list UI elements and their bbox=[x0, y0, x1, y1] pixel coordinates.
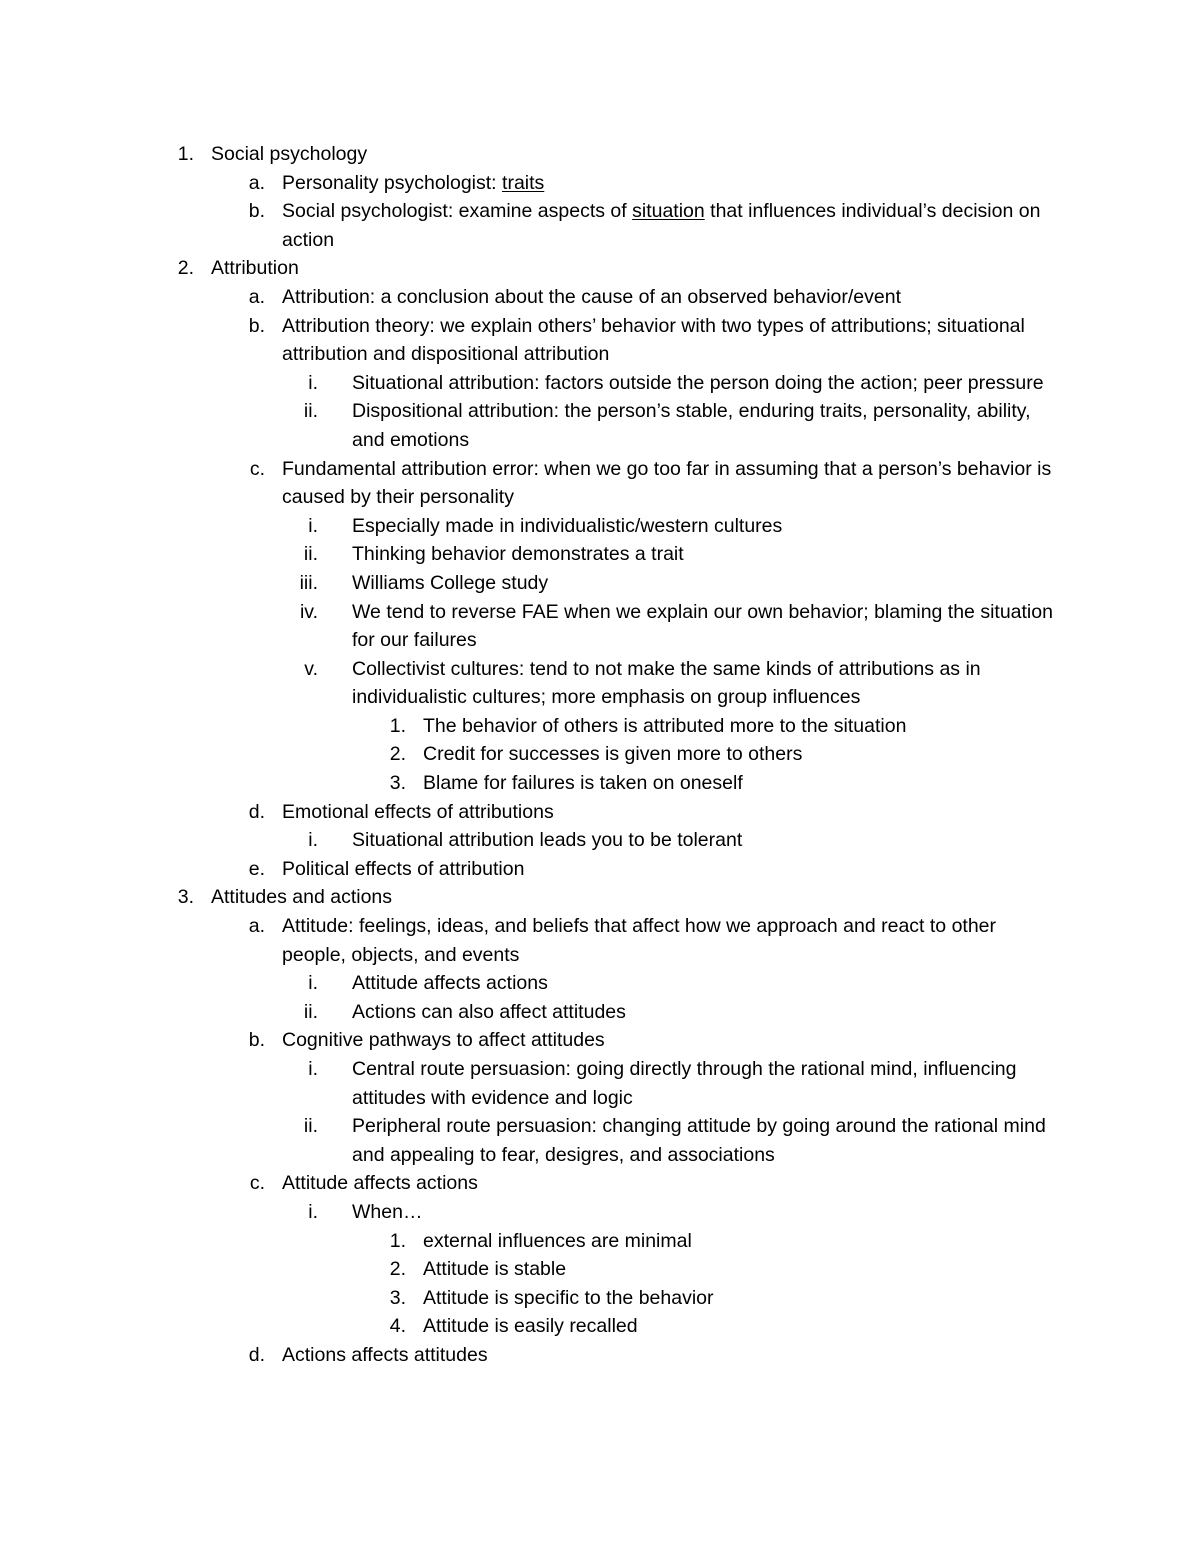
text-segment: Peripheral route persuasion: changing attitude by going around the rational mind and appealing to fear, desigres, and associations bbox=[352, 1115, 1046, 1166]
list-item-text bbox=[352, 658, 981, 709]
outline-item-level-1 bbox=[0, 283, 1060, 312]
text-segment: Attitude is specific to the behavior bbox=[423, 1286, 714, 1309]
list-marker: 3. bbox=[389, 1286, 406, 1309]
list-item-text bbox=[282, 458, 1051, 509]
list-item-text bbox=[282, 1029, 605, 1051]
list-marker: ii. bbox=[303, 1000, 318, 1023]
list-marker: v. bbox=[304, 657, 318, 680]
list-item-text bbox=[352, 972, 548, 994]
outline-item-level-1 bbox=[0, 312, 1060, 369]
list-marker: 2. bbox=[177, 257, 194, 280]
underlined-term: traits bbox=[502, 171, 545, 194]
outline-item-level-2 bbox=[0, 1055, 1060, 1112]
text-segment: Thinking behavior demonstrates a trait bbox=[352, 543, 684, 566]
list-marker: 2. bbox=[389, 743, 406, 766]
list-marker: a. bbox=[248, 915, 265, 938]
outline-item-level-2 bbox=[0, 998, 1060, 1027]
list-item-text bbox=[211, 886, 392, 908]
text-segment: external influences are minimal bbox=[423, 1229, 692, 1252]
list-item-text bbox=[282, 200, 1040, 251]
list-item-text bbox=[352, 601, 1053, 652]
list-item-text bbox=[352, 400, 1031, 451]
text-segment: Attitude is stable bbox=[423, 1258, 567, 1281]
list-item-text bbox=[423, 743, 802, 765]
list-marker: i. bbox=[308, 829, 318, 852]
text-segment: Actions affects attitudes bbox=[282, 1343, 488, 1366]
list-marker: i. bbox=[308, 972, 318, 995]
list-marker: a. bbox=[248, 171, 265, 194]
outline-item-level-2 bbox=[0, 540, 1060, 569]
list-item-text bbox=[352, 1201, 422, 1223]
text-segment: Dispositional attribution: the person’s stable, enduring traits, personality, ability, and emotions bbox=[352, 400, 1031, 451]
text-segment: Central route persuasion: going directly through the rational mind, influencing attitudes with evidence and logic bbox=[352, 1058, 1017, 1109]
list-marker: ii. bbox=[303, 1115, 318, 1138]
list-item-text bbox=[352, 572, 548, 594]
outline-item-level-2 bbox=[0, 969, 1060, 998]
outline-item-level-1 bbox=[0, 455, 1060, 512]
list-item-text bbox=[282, 1172, 478, 1194]
outline-item-level-0 bbox=[0, 883, 1060, 912]
text-segment: Emotional effects of attributions bbox=[282, 800, 554, 823]
list-marker: d. bbox=[248, 1343, 265, 1366]
document-page bbox=[0, 140, 1200, 1370]
outline-item-level-1 bbox=[0, 1169, 1060, 1198]
list-item-text bbox=[352, 543, 684, 565]
text-segment: Situational attribution: factors outside the person doing the action; peer pressure bbox=[352, 371, 1044, 394]
outline-item-level-1 bbox=[0, 1026, 1060, 1055]
list-item-text bbox=[352, 829, 742, 851]
outline-item-level-1 bbox=[0, 798, 1060, 827]
underlined-term: situation bbox=[632, 200, 705, 223]
list-item-text bbox=[423, 1287, 714, 1309]
list-marker: 3. bbox=[389, 772, 406, 795]
outline-item-level-2 bbox=[0, 1112, 1060, 1169]
outline-item-level-3 bbox=[0, 1312, 1060, 1341]
list-marker: e. bbox=[248, 857, 265, 880]
outline-item-level-2 bbox=[0, 1198, 1060, 1227]
list-marker: c. bbox=[249, 1172, 265, 1195]
text-segment: The behavior of others is attributed more to the situation bbox=[423, 714, 907, 737]
outline-item-level-2 bbox=[0, 569, 1060, 598]
list-item-text bbox=[352, 1001, 626, 1023]
text-segment: Attitude affects actions bbox=[282, 1172, 478, 1195]
list-item-text bbox=[282, 315, 1025, 366]
list-item-text bbox=[352, 1058, 1016, 1109]
text-segment: Situational attribution leads you to be tolerant bbox=[352, 829, 743, 852]
text-segment: Attribution bbox=[211, 257, 299, 280]
list-item-text bbox=[282, 286, 901, 308]
text-segment: We tend to reverse FAE when we explain our own behavior; blaming the situation for our failures bbox=[352, 600, 1053, 652]
list-marker: 1. bbox=[177, 143, 194, 165]
list-marker: i. bbox=[308, 1200, 318, 1223]
list-marker: b. bbox=[248, 314, 265, 337]
text-segment: Attitude affects actions bbox=[352, 972, 548, 995]
text-segment: Social psychology bbox=[211, 143, 368, 165]
list-marker: 1. bbox=[389, 714, 406, 737]
list-item-text bbox=[352, 515, 782, 537]
text-segment: Williams College study bbox=[352, 571, 549, 594]
outline-item-level-2 bbox=[0, 397, 1060, 454]
text-segment: Blame for failures is taken on oneself bbox=[423, 772, 743, 795]
list-item-text bbox=[211, 257, 299, 279]
text-segment: that influences individual’s decision on action bbox=[282, 200, 1041, 251]
outline-item-level-2 bbox=[0, 369, 1060, 398]
text-segment: Actions can also affect attitudes bbox=[352, 1000, 626, 1023]
list-marker: i. bbox=[308, 514, 318, 537]
outline-item-level-0 bbox=[0, 140, 1060, 169]
text-segment: When… bbox=[352, 1200, 423, 1223]
text-segment: Attribution: a conclusion about the cause of an observed behavior/event bbox=[282, 285, 901, 308]
list-item-text bbox=[282, 172, 544, 194]
text-segment: Fundamental attribution error: when we go too far in assuming that a person’s behavior is caused by their personality bbox=[282, 457, 1052, 509]
list-item-text bbox=[282, 858, 524, 880]
outline-item-level-2 bbox=[0, 826, 1060, 855]
text-segment: Cognitive pathways to affect attitudes bbox=[282, 1029, 605, 1052]
text-segment: Attitude is easily recalled bbox=[423, 1315, 638, 1338]
text-segment: Attribution theory: we explain others’ behavior with two types of attributions; situational attribution and dispositional attribution bbox=[282, 314, 1025, 366]
list-item-text bbox=[282, 801, 554, 823]
outline-item-level-1 bbox=[0, 1341, 1060, 1370]
list-item-text bbox=[282, 1344, 488, 1366]
list-item-text bbox=[423, 1315, 638, 1337]
list-marker: iv. bbox=[299, 600, 318, 623]
list-marker: 1. bbox=[389, 1229, 406, 1252]
list-item-text bbox=[423, 1258, 566, 1280]
outline-item-level-3 bbox=[0, 712, 1060, 741]
list-item-text bbox=[282, 915, 996, 966]
list-marker: i. bbox=[308, 1058, 318, 1080]
text-segment: Collectivist cultures: tend to not make the same kinds of attributions as in individualistic cultures; more emphasis on group influences bbox=[352, 657, 981, 709]
outline-item-level-2 bbox=[0, 598, 1060, 655]
list-marker: d. bbox=[248, 800, 265, 823]
text-segment: Especially made in individualistic/western cultures bbox=[352, 514, 783, 537]
list-marker: b. bbox=[248, 1029, 265, 1052]
list-marker: ii. bbox=[303, 400, 318, 423]
outline-item-level-1 bbox=[0, 169, 1060, 198]
text-segment: Credit for successes is given more to others bbox=[423, 743, 803, 766]
list-marker: ii. bbox=[303, 543, 318, 566]
text-segment: Social psychologist: examine aspects of bbox=[282, 200, 633, 223]
outline-item-level-3 bbox=[0, 1227, 1060, 1256]
text-segment: Attitude: feelings, ideas, and beliefs that affect how we approach and react to other people, objects, and events bbox=[282, 915, 997, 966]
list-marker: a. bbox=[248, 285, 265, 308]
list-marker: 4. bbox=[389, 1315, 406, 1338]
list-item-text bbox=[423, 772, 743, 794]
text-segment: Attitudes and actions bbox=[211, 886, 393, 909]
outline-item-level-2 bbox=[0, 512, 1060, 541]
list-marker: b. bbox=[248, 200, 265, 223]
list-marker: iii. bbox=[299, 571, 318, 594]
outline-item-level-2 bbox=[0, 655, 1060, 712]
list-item-text bbox=[211, 143, 367, 165]
list-item-text bbox=[352, 372, 1044, 394]
outline-item-level-3 bbox=[0, 740, 1060, 769]
list-item-text bbox=[352, 1115, 1046, 1166]
outline-item-level-3 bbox=[0, 1284, 1060, 1313]
list-item-text bbox=[423, 1230, 692, 1252]
outline-item-level-3 bbox=[0, 1255, 1060, 1284]
outline-item-level-1 bbox=[0, 855, 1060, 884]
text-segment: Political effects of attribution bbox=[282, 857, 525, 880]
outline-item-level-1 bbox=[0, 197, 1060, 254]
text-segment: Personality psychologist: bbox=[282, 171, 503, 194]
list-marker: 2. bbox=[389, 1258, 406, 1281]
outline-item-level-3 bbox=[0, 769, 1060, 798]
list-marker: c. bbox=[249, 457, 265, 480]
list-item-text bbox=[423, 715, 906, 737]
list-marker: 3. bbox=[177, 886, 194, 909]
list-marker: i. bbox=[308, 371, 318, 394]
outline-item-level-1 bbox=[0, 912, 1060, 969]
outline-item-level-0 bbox=[0, 254, 1060, 283]
